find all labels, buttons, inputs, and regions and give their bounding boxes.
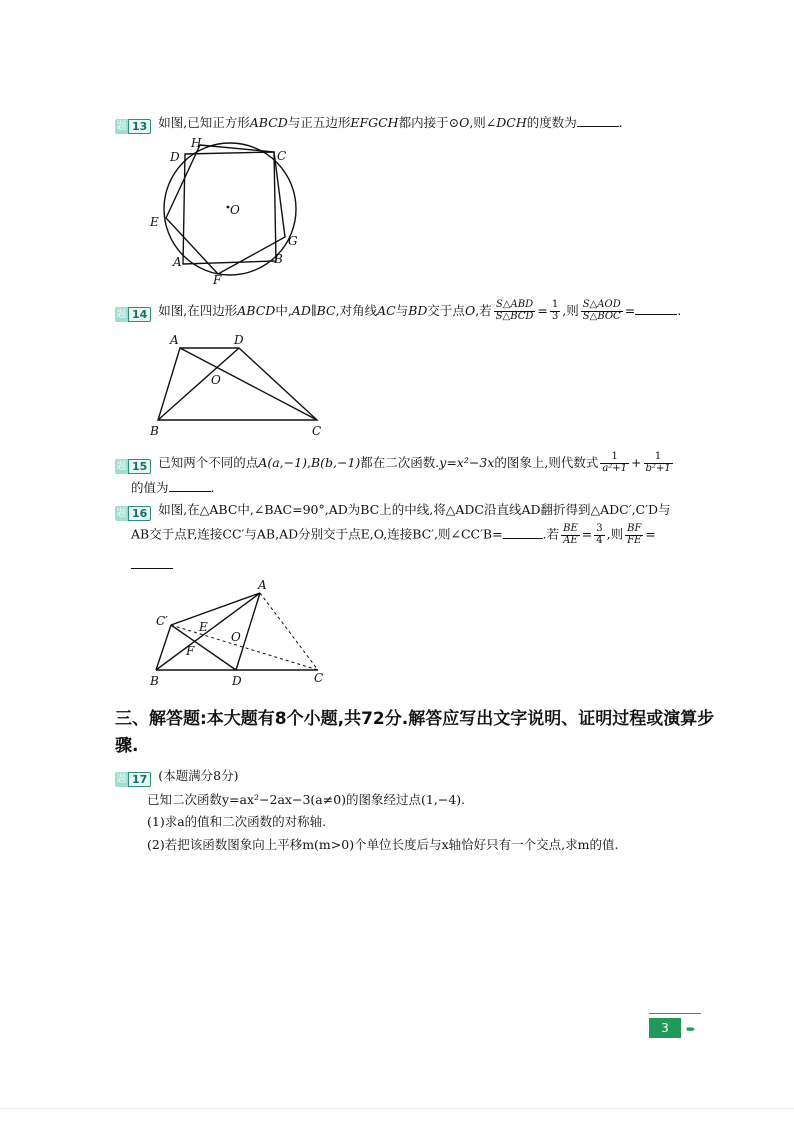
page-number-rule [649, 1013, 701, 1014]
diagonal-ac [180, 348, 317, 420]
figure-13 [140, 135, 315, 285]
q14-text: 如图,在四边形ABCD中,AD∥BC,对角线AC与BD交于点O,若 $\frac{\text{S△ABD}}{\text{S△BCD}}$ = $\frac{1}{3}$ ,则 $\frac{\text{S△AOD}}{\text{S△BOC}}$ = . [158, 299, 682, 322]
answer-blank [131, 556, 173, 569]
fraction-bf-fe: $\frac{BF}{FE}$ [627, 523, 642, 546]
center-point [227, 206, 230, 209]
diagonal-bd [158, 348, 239, 420]
label-a: A [170, 333, 179, 347]
page-number: 3 [649, 1018, 681, 1038]
fraction-three-quarters: $\frac{3}{4}$ [596, 523, 603, 546]
label-f: F [213, 273, 222, 285]
label-b: B [274, 252, 283, 266]
label-d: D [170, 150, 180, 164]
question-badge: 题 17 [115, 772, 151, 787]
q16-line1: 如图,在△ABC中,∠BAC=90°,AD为BC上的中线,将△ADC沿直线AD翻折得到△ADC′,C′D与 [158, 502, 671, 517]
section-3-heading: 三、解答题:本大题有8个小题,共72分.解答应写出文字说明、证明过程或演算步骤. [115, 709, 715, 757]
q17-score: (本题满分8分) [158, 768, 239, 783]
fraction-be-ae: $\frac{BE}{AE}$ [563, 523, 578, 546]
bottom-divider [0, 1108, 794, 1109]
label-d: D [234, 333, 244, 347]
q17-part-2: (2)若把该函数图象向上平移m(m>0)个单位长度后与x轴恰好只有一个交点,求m的值. [147, 837, 619, 852]
label-e: E [150, 215, 159, 229]
segment-ba [156, 593, 260, 670]
fraction-s-abd-s-bcd: $\frac{\text{S△ABD}}{\text{S△BCD}}$ [495, 299, 534, 322]
label-d: D [232, 674, 242, 688]
q13-text: 如图,已知正方形ABCD与正五边形EFGCH都内接于⊙O,则∠DCH的度数为 . [158, 115, 623, 130]
label-e: E [199, 620, 208, 634]
q16-line2: AB交于点F,连接CC′与AB,AD分别交于点E,O,连接BC′,则∠CC′B= .若 $\frac{BE}{AE}$ = $\frac{3}{4}$ ,则 $\frac{BF}{FE}$ = [131, 523, 656, 546]
answer-blank [503, 526, 543, 539]
q17-part-1: (1)求a的值和二次函数的对称轴. [147, 814, 327, 829]
answer-blank [577, 114, 619, 127]
question-badge: 题 16 [115, 506, 151, 521]
q15-line2: 的值为 . [131, 480, 215, 495]
label-b: B [150, 674, 159, 688]
segment-ac-dashed [260, 593, 318, 670]
fraction-s-aod-s-boc: $\frac{\text{S△AOD}}{\text{S△BOC}}$ [582, 299, 621, 322]
question-17 [115, 766, 239, 787]
question-badge: 题 13 [115, 119, 151, 134]
label-b: B [150, 424, 159, 438]
question-14 [115, 300, 681, 322]
question-16 [115, 500, 725, 521]
label-c: C [277, 149, 287, 163]
figure-16 [140, 575, 340, 690]
segment-ac-prime [171, 593, 260, 625]
label-o: O [231, 630, 241, 644]
label-c: C [312, 424, 322, 438]
fraction-1-b2: $\frac{1}{\text{b²+1}}$ [645, 451, 671, 474]
arrow-icon: ➨ [686, 1022, 697, 1036]
label-a: A [173, 255, 182, 269]
answer-blank [169, 479, 211, 492]
fraction-one-third: $\frac{1}{3}$ [551, 299, 559, 322]
q15-text: 已知两个不同的点A(a,−1),B(b,−1)都在二次函数.y=x²−3x的图象上,则代数式 $\frac{1}{\text{a²+1}}$ + $\frac{1}{\text{b²+1}}$ [158, 451, 671, 474]
segment-bc-prime [156, 625, 171, 670]
answer-blank [635, 302, 677, 315]
label-g: G [288, 234, 298, 248]
question-badge: 题 14 [115, 307, 151, 322]
question-15 [115, 452, 675, 474]
label-c: C [314, 671, 324, 685]
q17-stem: 已知二次函数y=ax²−2ax−3(a≠0)的图象经过点(1,−4). [147, 792, 466, 807]
label-h: H [191, 136, 202, 150]
label-f: F [186, 644, 195, 658]
fraction-1-a2: $\frac{1}{\text{a²+1}}$ [602, 451, 628, 474]
question-badge: 题 15 [115, 459, 151, 474]
quadrilateral-abcd [158, 348, 317, 420]
figure-14 [145, 332, 335, 440]
label-o: O [211, 373, 221, 387]
question-13 [115, 113, 623, 134]
label-c-prime: C′ [156, 614, 168, 628]
label-o: O [230, 203, 240, 217]
label-a: A [258, 578, 267, 592]
